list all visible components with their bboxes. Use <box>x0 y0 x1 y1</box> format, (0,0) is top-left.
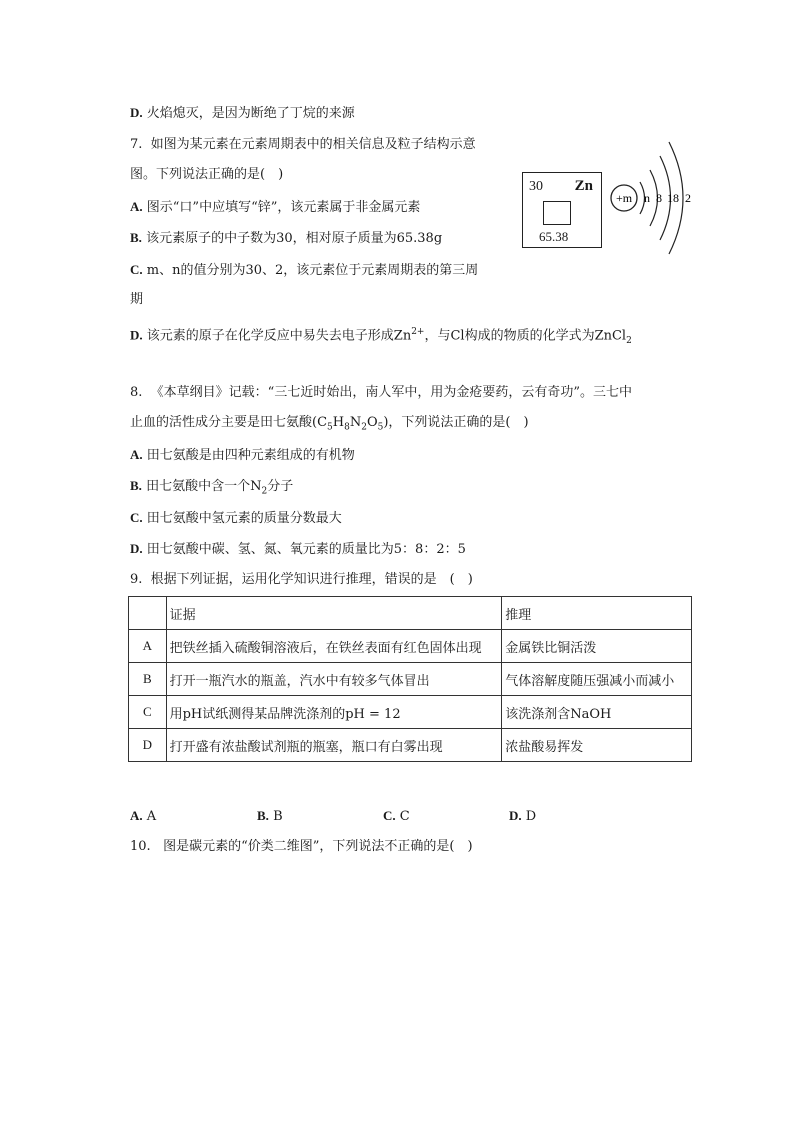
q10-stem: 10. 图是碳元素的“价类二维图”，下列说法不正确的是( ) <box>130 839 473 854</box>
table-header-cell: 证据 <box>166 597 502 630</box>
table-header-cell <box>129 597 167 630</box>
q9-answer-a: A. A <box>130 808 157 824</box>
shell-count-1: n <box>644 191 650 205</box>
q7-option-a: A. 图示“口”中应填写“锌”，该元素属于非金属元素 <box>130 199 421 215</box>
table-cell: 气体溶解度随压强减小而减小 <box>502 663 692 696</box>
q9-evidence-table <box>128 596 692 762</box>
q7-stem-line1: 7. 如图为某元素在元素周期表中的相关信息及粒子结构示意 <box>130 137 476 152</box>
table-cell: C <box>129 696 167 729</box>
table-cell: 打开盛有浓盐酸试剂瓶的瓶塞，瓶口有白雾出现 <box>166 729 502 762</box>
q9-answer-b: B. B <box>257 808 283 824</box>
shell-count-4: 2 <box>685 191 691 205</box>
table-cell: D <box>129 729 167 762</box>
table-header-cell: 推理 <box>502 597 692 630</box>
element-info-box <box>522 172 602 248</box>
q8-stem-line1: 8. 《本草纲目》记载：“三七近时始出，南人军中，用为金疮要药，云有奇功”。三七中 <box>130 385 632 400</box>
table-header-row <box>129 597 692 630</box>
table-cell: 把铁丝插入硫酸铜溶液后，在铁丝表面有红色固体出现 <box>166 630 502 663</box>
q9-answer-d: D. D <box>509 808 537 824</box>
q7-option-c-line2: 期 <box>130 292 144 307</box>
q8-option-d: D. 田七氨酸中碳、氢、氮、氧元素的质量比为5：8：2：5 <box>130 541 466 557</box>
atomic-number: 30 <box>529 179 543 194</box>
table-row <box>129 696 692 729</box>
q8-option-c: C. 田七氨酸中氢元素的质量分数最大 <box>130 510 342 526</box>
atom-structure-diagram <box>607 136 697 260</box>
element-name-blank <box>543 201 571 225</box>
table-cell: B <box>129 663 167 696</box>
q7-option-d: D. 该元素的原子在化学反应中易失去电子形成$Zn^{2+}$，与Cl构成的物质的化学式为ZnCl$_2$ <box>130 327 632 346</box>
shell-count-2: 8 <box>656 191 662 205</box>
table-cell: 用pH试纸测得某品牌洗涤剂的pH = 12 <box>166 696 502 729</box>
q9-answer-c: C. C <box>383 808 410 824</box>
shell-count-3: 18 <box>667 191 679 205</box>
table-cell: 打开一瓶汽水的瓶盖，汽水中有较多气体冒出 <box>166 663 502 696</box>
nucleus-label: +m <box>615 191 633 205</box>
table-row <box>129 630 692 663</box>
q8-option-b: B. 田七氨酸中含一个$N_2$分子 <box>130 478 294 497</box>
q9-stem: 9. 根据下列证据，运用化学知识进行推理，错误的是 ( ) <box>130 572 473 587</box>
table-row <box>129 729 692 762</box>
table-cell: 浓盐酸易挥发 <box>502 729 692 762</box>
q8-stem-line2: 止血的活性成分主要是田七氨酸$(C_5H_8N_2O_5)$，下列说法正确的是( ) <box>130 415 529 433</box>
q7-stem-line2: 图。下列说法正确的是( ) <box>130 167 284 182</box>
table-cell: 金属铁比铜活泼 <box>502 630 692 663</box>
table-cell: 该洗涤剂含NaOH <box>502 696 692 729</box>
table-cell: A <box>129 630 167 663</box>
q7-option-b: B. 该元素原子的中子数为30，相对原子质量为65.38g <box>130 230 443 246</box>
element-symbol: Zn <box>574 178 593 194</box>
q7-option-c: C. m、n的值分别为30、2，该元素位于元素周期表的第三周 <box>130 262 479 278</box>
q8-option-a: A. 田七氨酸是由四种元素组成的有机物 <box>130 447 355 463</box>
q6-option-d: D. 火焰熄灭，是因为断绝了丁烷的来源 <box>130 105 355 121</box>
atomic-mass: 65.38 <box>539 229 569 244</box>
table-row <box>129 663 692 696</box>
